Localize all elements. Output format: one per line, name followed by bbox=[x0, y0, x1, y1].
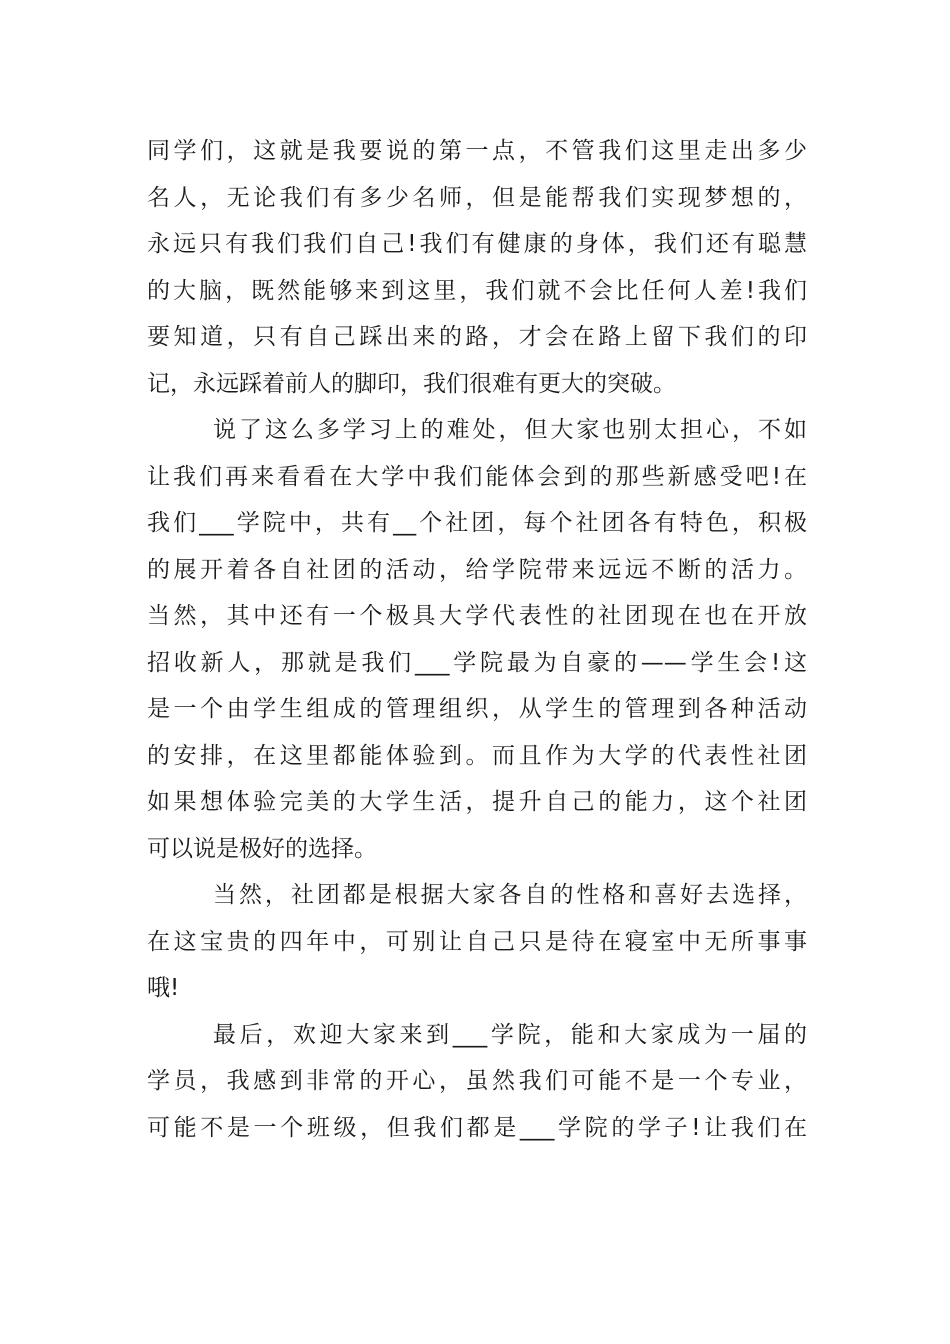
text-line: 当然，社团都是根据大家各自的性格和喜好去选择， bbox=[213, 882, 807, 908]
text-line: 的展开着各自社团的活动，给学院带来远远不断的活力。 bbox=[147, 556, 807, 583]
text-line: 当然，其中还有一个极具大学代表性的社团现在也在开放 bbox=[147, 603, 807, 629]
paragraph-3 bbox=[147, 872, 807, 1012]
text-line: 如果想体验完美的大学生活，提升自己的能力，这个社团 bbox=[147, 789, 807, 815]
paragraph-1 bbox=[147, 128, 807, 407]
text-line: 名人，无论我们有多少名师，但是能帮我们实现梦想的， bbox=[147, 184, 807, 211]
text-line: 可能不是一个班级，但我们都是___学院的学子!让我们在 bbox=[147, 1114, 807, 1141]
text-line: 的大脑，既然能够来到这里，我们就不会比任何人差!我们 bbox=[147, 277, 807, 304]
document-body bbox=[147, 128, 807, 1151]
text-line: 我们___学院中，共有__个社团，每个社团各有特色，积极 bbox=[147, 510, 807, 536]
text-line: 的安排，在这里都能体验到。而且作为大学的代表性社团 bbox=[147, 742, 807, 769]
paragraph-2 bbox=[147, 407, 807, 872]
text-line: 说了这么多学习上的难处，但大家也别太担心，不如 bbox=[213, 417, 807, 443]
text-line: 招收新人，那就是我们___学院最为自豪的——学生会!这 bbox=[147, 649, 807, 676]
text-line: 永远只有我们我们自己!我们有健康的身体，我们还有聪慧 bbox=[147, 231, 807, 257]
text-line: 在这宝贵的四年中，可别让自己只是待在寝室中无所事事 bbox=[147, 928, 807, 955]
text-line: 要知道，只有自己踩出来的路，才会在路上留下我们的印 bbox=[147, 324, 807, 350]
text-line: 最后，欢迎大家来到___学院，能和大家成为一届的 bbox=[213, 1021, 807, 1048]
text-line: 是一个由学生组成的管理组织，从学生的管理到各种活动 bbox=[147, 696, 807, 722]
text-line: 学员，我感到非常的开心，虽然我们可能不是一个专业， bbox=[147, 1068, 807, 1094]
text-line: 可以说是极好的选择。 bbox=[147, 835, 377, 862]
text-line: 让我们再来看看在大学中我们能体会到的那些新感受吧!在 bbox=[147, 463, 807, 490]
text-line: 记，永远踩着前人的脚印，我们很难有更大的突破。 bbox=[147, 370, 676, 397]
text-line: 哦! bbox=[147, 975, 180, 1001]
paragraph-4 bbox=[147, 1012, 807, 1152]
text-line: 同学们，这就是我要说的第一点，不管我们这里走出多少 bbox=[147, 138, 807, 164]
